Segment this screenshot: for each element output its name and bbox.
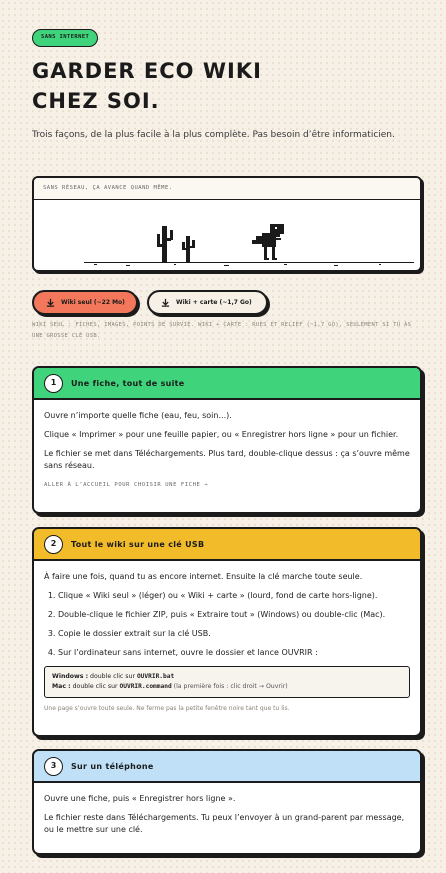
card-header	[34, 368, 420, 400]
download-wiki-map-label: Wiki + carte (~1,7 Go)	[176, 299, 252, 306]
download-wiki-button[interactable]	[32, 290, 138, 315]
dino-panel	[32, 176, 422, 272]
step-number: 1	[44, 374, 63, 393]
steps-list	[58, 590, 410, 659]
list-item: 1. Clique « Wiki seul » (léger) ou « Wiki + carte » (lourd, fond de carte hors-ligne).	[58, 590, 410, 602]
card-title: Tout le wiki sur une clé USB	[71, 539, 205, 549]
card-header	[34, 529, 420, 561]
windows-text: double clic sur	[90, 673, 135, 680]
download-icon	[46, 298, 55, 307]
card-text: Ouvre n’importe quelle fiche (eau, feu, soin...).	[44, 411, 232, 420]
step-number: 3	[44, 757, 63, 776]
card-title: Une fiche, tout de suite	[71, 378, 185, 388]
download-wiki-label: Wiki seul (~22 Mo)	[61, 299, 125, 306]
ground-line	[84, 262, 414, 266]
dino-icon	[252, 224, 284, 260]
cactus-small-icon	[182, 236, 195, 262]
dino-caption: SANS RÉSEAU, ÇA AVANCE QUAND MÊME.	[34, 178, 420, 200]
windows-label: Windows :	[52, 673, 89, 680]
card-body	[34, 783, 420, 836]
card-usb	[32, 527, 422, 737]
mac-label: Mac :	[52, 683, 71, 690]
dino-scene-illustration	[34, 200, 420, 270]
card-text: Le fichier se met dans Téléchargements. Plus tard, double-clique dessus : ça s’ouvre même sans réseau.	[44, 449, 410, 470]
home-link[interactable]: ALLER À L’ACCUEIL POUR CHOISIR UNE FICHE →	[44, 482, 209, 488]
card-text: Le fichier reste dans Téléchargements. Tu peux l’envoyer à un grand-parent par message, ou le mettre sur une clé.	[44, 813, 405, 834]
card-single-page	[32, 366, 422, 514]
mac-file: OUVRIR.command	[119, 683, 172, 690]
card-text: À faire une fois, quand tu as encore internet. Ensuite la clé marche toute seule.	[44, 572, 363, 581]
page-title: GARDER ECO WIKI CHEZ SOI.	[32, 59, 262, 113]
card-body	[34, 561, 420, 715]
download-wiki-map-button[interactable]	[147, 290, 268, 315]
step-number: 2	[44, 535, 63, 554]
card-body	[34, 400, 420, 491]
list-item: 3. Copie le dossier extrait sur la clé USB.	[58, 628, 410, 640]
mac-text: double clic sur	[72, 683, 118, 690]
cactus-icon	[157, 226, 173, 262]
card-header	[34, 751, 420, 783]
card-text: Clique « Imprimer » pour une feuille papier, ou « Enregistrer hors ligne » pour un fichier.	[44, 430, 399, 439]
card-phone	[32, 749, 422, 855]
card-footnote: Une page s’ouvre toute seule. Ne ferme pas la petite fenêtre noire tant que tu lis.	[44, 705, 290, 712]
card-text: Ouvre une fiche, puis « Enregistrer hors ligne ».	[44, 794, 236, 803]
launch-instructions	[44, 666, 410, 698]
download-icon	[161, 298, 170, 307]
download-note: WIKI SEUL : FICHES, IMAGES, POINTS DE SURVIE. WIKI + CARTE : RUES ET RELIEF (~1,7 GO), SEULEMENT SI TU AS UNE GROSSE CLÉ USB.	[32, 322, 412, 339]
windows-file: OUVRIR.bat	[136, 673, 175, 680]
list-item: 2. Double-clique le fichier ZIP, puis « Extraire tout » (Windows) ou double-clic (Mac).	[58, 609, 410, 621]
offline-badge: SANS INTERNET	[32, 29, 98, 47]
card-title: Sur un téléphone	[71, 761, 154, 771]
list-item: 4. Sur l’ordinateur sans internet, ouvre le dossier et lance OUVRIR :	[58, 647, 410, 659]
mac-hint: (la première fois : clic droit → Ouvrir)	[173, 683, 288, 690]
page-lead: Trois façons, de la plus facile à la plus complète. Pas besoin d’être informaticien.	[32, 130, 395, 140]
